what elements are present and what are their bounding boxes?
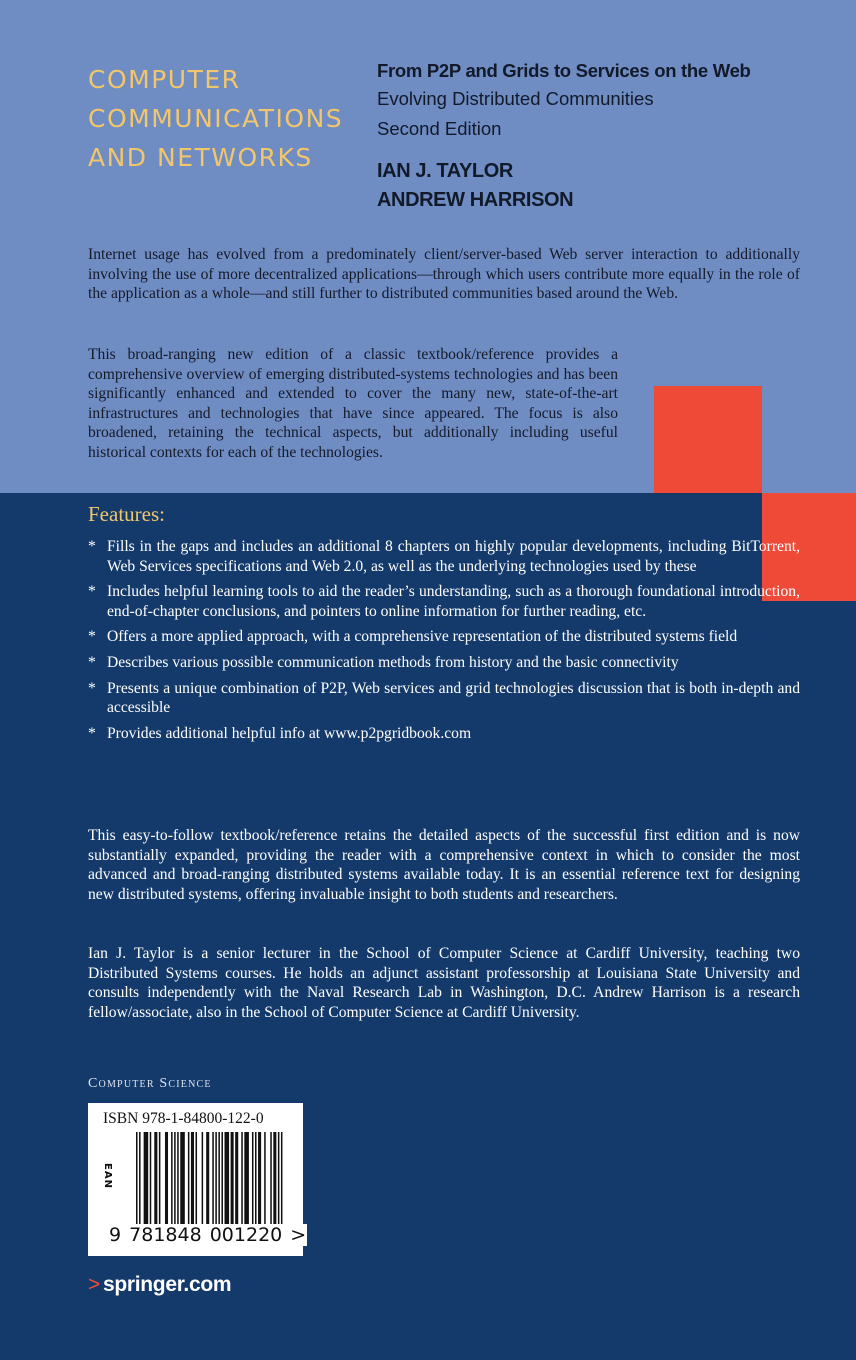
feature-text: Provides additional helpful info at www.p2pgridbook.com (107, 724, 472, 742)
book-title: From P2P and Grids to Services on the Web (377, 60, 751, 81)
book-edition: Second Edition (377, 118, 502, 139)
arrow-icon: > (88, 1273, 100, 1296)
barcode-bar (231, 1132, 234, 1224)
ean-label: EAN (102, 1163, 113, 1189)
barcode-bars (136, 1132, 284, 1237)
barcode-bar (174, 1132, 176, 1224)
barcode-bar (278, 1132, 280, 1224)
barcode-bar (202, 1132, 204, 1224)
features-heading: Features: (88, 502, 165, 526)
barcode-bar (258, 1132, 261, 1224)
barcode-bar (165, 1132, 168, 1224)
barcode-bar (235, 1132, 238, 1224)
feature-item (88, 679, 800, 718)
bullet-icon: * (88, 628, 96, 646)
series-line: COMPUTER (88, 65, 241, 94)
barcode-bar (180, 1132, 185, 1224)
author: IAN J. TAYLOR (377, 160, 513, 182)
barcode-bar (171, 1132, 173, 1224)
summary-paragraph: This easy-to-follow textbook/reference retains the detailed aspects of the successful first edition and is now substantially expanded, providing the reader with a comprehensive context in which to consider the most advanced and broad-ranging distributed systems available today. It is an essential reference text for designing new distributed systems, offering invaluable insight to both students and researchers. (88, 827, 800, 903)
barcode-bar (136, 1132, 138, 1237)
barcode-bar (270, 1132, 272, 1224)
barcode-bar (188, 1132, 190, 1224)
book-subtitle: Evolving Distributed Communities (377, 88, 654, 109)
authors (377, 157, 751, 215)
barcode-bar (177, 1132, 179, 1224)
barcode-bar (212, 1132, 214, 1237)
barcode-bar (252, 1132, 254, 1224)
publisher-link[interactable] (88, 1273, 231, 1297)
barcode-bar (159, 1132, 161, 1224)
feature-item (88, 627, 800, 647)
series-line: AND NETWORKS (88, 143, 313, 172)
feature-text: Describes various possible communication methods from history and the basic connectivity (107, 653, 679, 671)
author-bio: Ian J. Taylor is a senior lecturer in the School of Computer Science at Cardiff University, teaching two Distributed Systems courses. He holds an adjunct assistant professorship at Louisiana State University and consults independently with the Naval Research Lab in Washington, D.C. Andrew Harrison is a research fellow/associate, also in the School of Computer Science at Cardiff University. (88, 945, 800, 1021)
barcode-bar (244, 1132, 249, 1224)
title-block (377, 58, 751, 215)
publisher-site: springer.com (102, 1273, 232, 1296)
barcode-bar (144, 1132, 149, 1224)
barcode-bar (206, 1132, 209, 1224)
barcode-bar (241, 1132, 243, 1224)
bullet-icon: * (88, 724, 96, 742)
barcode-bar (255, 1132, 257, 1224)
feature-item (88, 653, 800, 673)
feature-text: Offers a more applied approach, with a comprehensive representation of the distributed systems field (107, 628, 738, 646)
isbn-text: ISBN 978-1-84800-122-0 (103, 1110, 264, 1127)
bullet-icon: * (88, 653, 96, 671)
feature-text: Fills in the gaps and includes an additional 8 chapters on highly popular developments, including BitTorrent, Web Services specifications and Web 2.0, as well as the underlying technologies used by these (107, 538, 800, 575)
bullet-icon: * (88, 679, 96, 697)
features-list (88, 537, 800, 749)
category-label: Computer Science (88, 1076, 212, 1091)
barcode-end-marker: > (290, 1224, 307, 1246)
barcode-bar (139, 1132, 141, 1237)
barcode-bar (196, 1132, 198, 1224)
feature-text: Includes helpful learning tools to aid the reader’s understanding, such as a thorough foundational introduction, end-of-chapter conclusions, and pointers to online information for further reading, etc. (107, 583, 800, 620)
barcode-bar (273, 1132, 276, 1224)
barcode-box (88, 1103, 307, 1256)
barcode-digits-left: 781848 (129, 1224, 202, 1246)
barcode-digits (108, 1224, 307, 1246)
barcode-digits-right: 001220 (209, 1224, 283, 1246)
bullet-icon: * (88, 538, 96, 555)
barcode-bar (281, 1132, 283, 1237)
barcode-bar (191, 1132, 194, 1224)
feature-item (88, 537, 800, 576)
series-line: COMMUNICATIONS (88, 104, 344, 133)
author: ANDREW HARRISON (377, 189, 574, 211)
intro-paragraph: Internet usage has evolved from a predominately client/server-based Web server interaction to additionally involving the use of more decentralized applications—through which users contribute more equally in the role of the application as a whole—and still further to distributed communities based around the Web. (88, 246, 800, 303)
feature-item (88, 724, 800, 744)
barcode-bar (224, 1132, 229, 1224)
barcode-bar (215, 1132, 217, 1237)
series-title (88, 60, 343, 177)
barcode-bar (154, 1132, 157, 1224)
red-square-decoration (654, 386, 762, 493)
feature-text: Presents a unique combination of P2P, Web services and grid technologies discussion that is both in-depth and accessible (107, 679, 800, 717)
barcode-bar (218, 1132, 220, 1224)
barcode-bar (221, 1132, 223, 1224)
bullet-icon: * (88, 583, 96, 601)
intro-paragraph: This broad-ranging new edition of a classic textbook/reference provides a comprehensive overview of emerging distributed-systems technologies and has been significantly enhanced and extended to cover the many new, state-of-the-art infrastructures and technologies that have since appeared. The focus is also broadened, retaining the technical aspects, but additionally including useful historical contexts for each of the technologies. (88, 346, 618, 461)
barcode-digit-lead: 9 (109, 1224, 122, 1246)
feature-item (88, 582, 800, 621)
barcode-bar (264, 1132, 266, 1224)
barcode-bar (150, 1132, 152, 1224)
